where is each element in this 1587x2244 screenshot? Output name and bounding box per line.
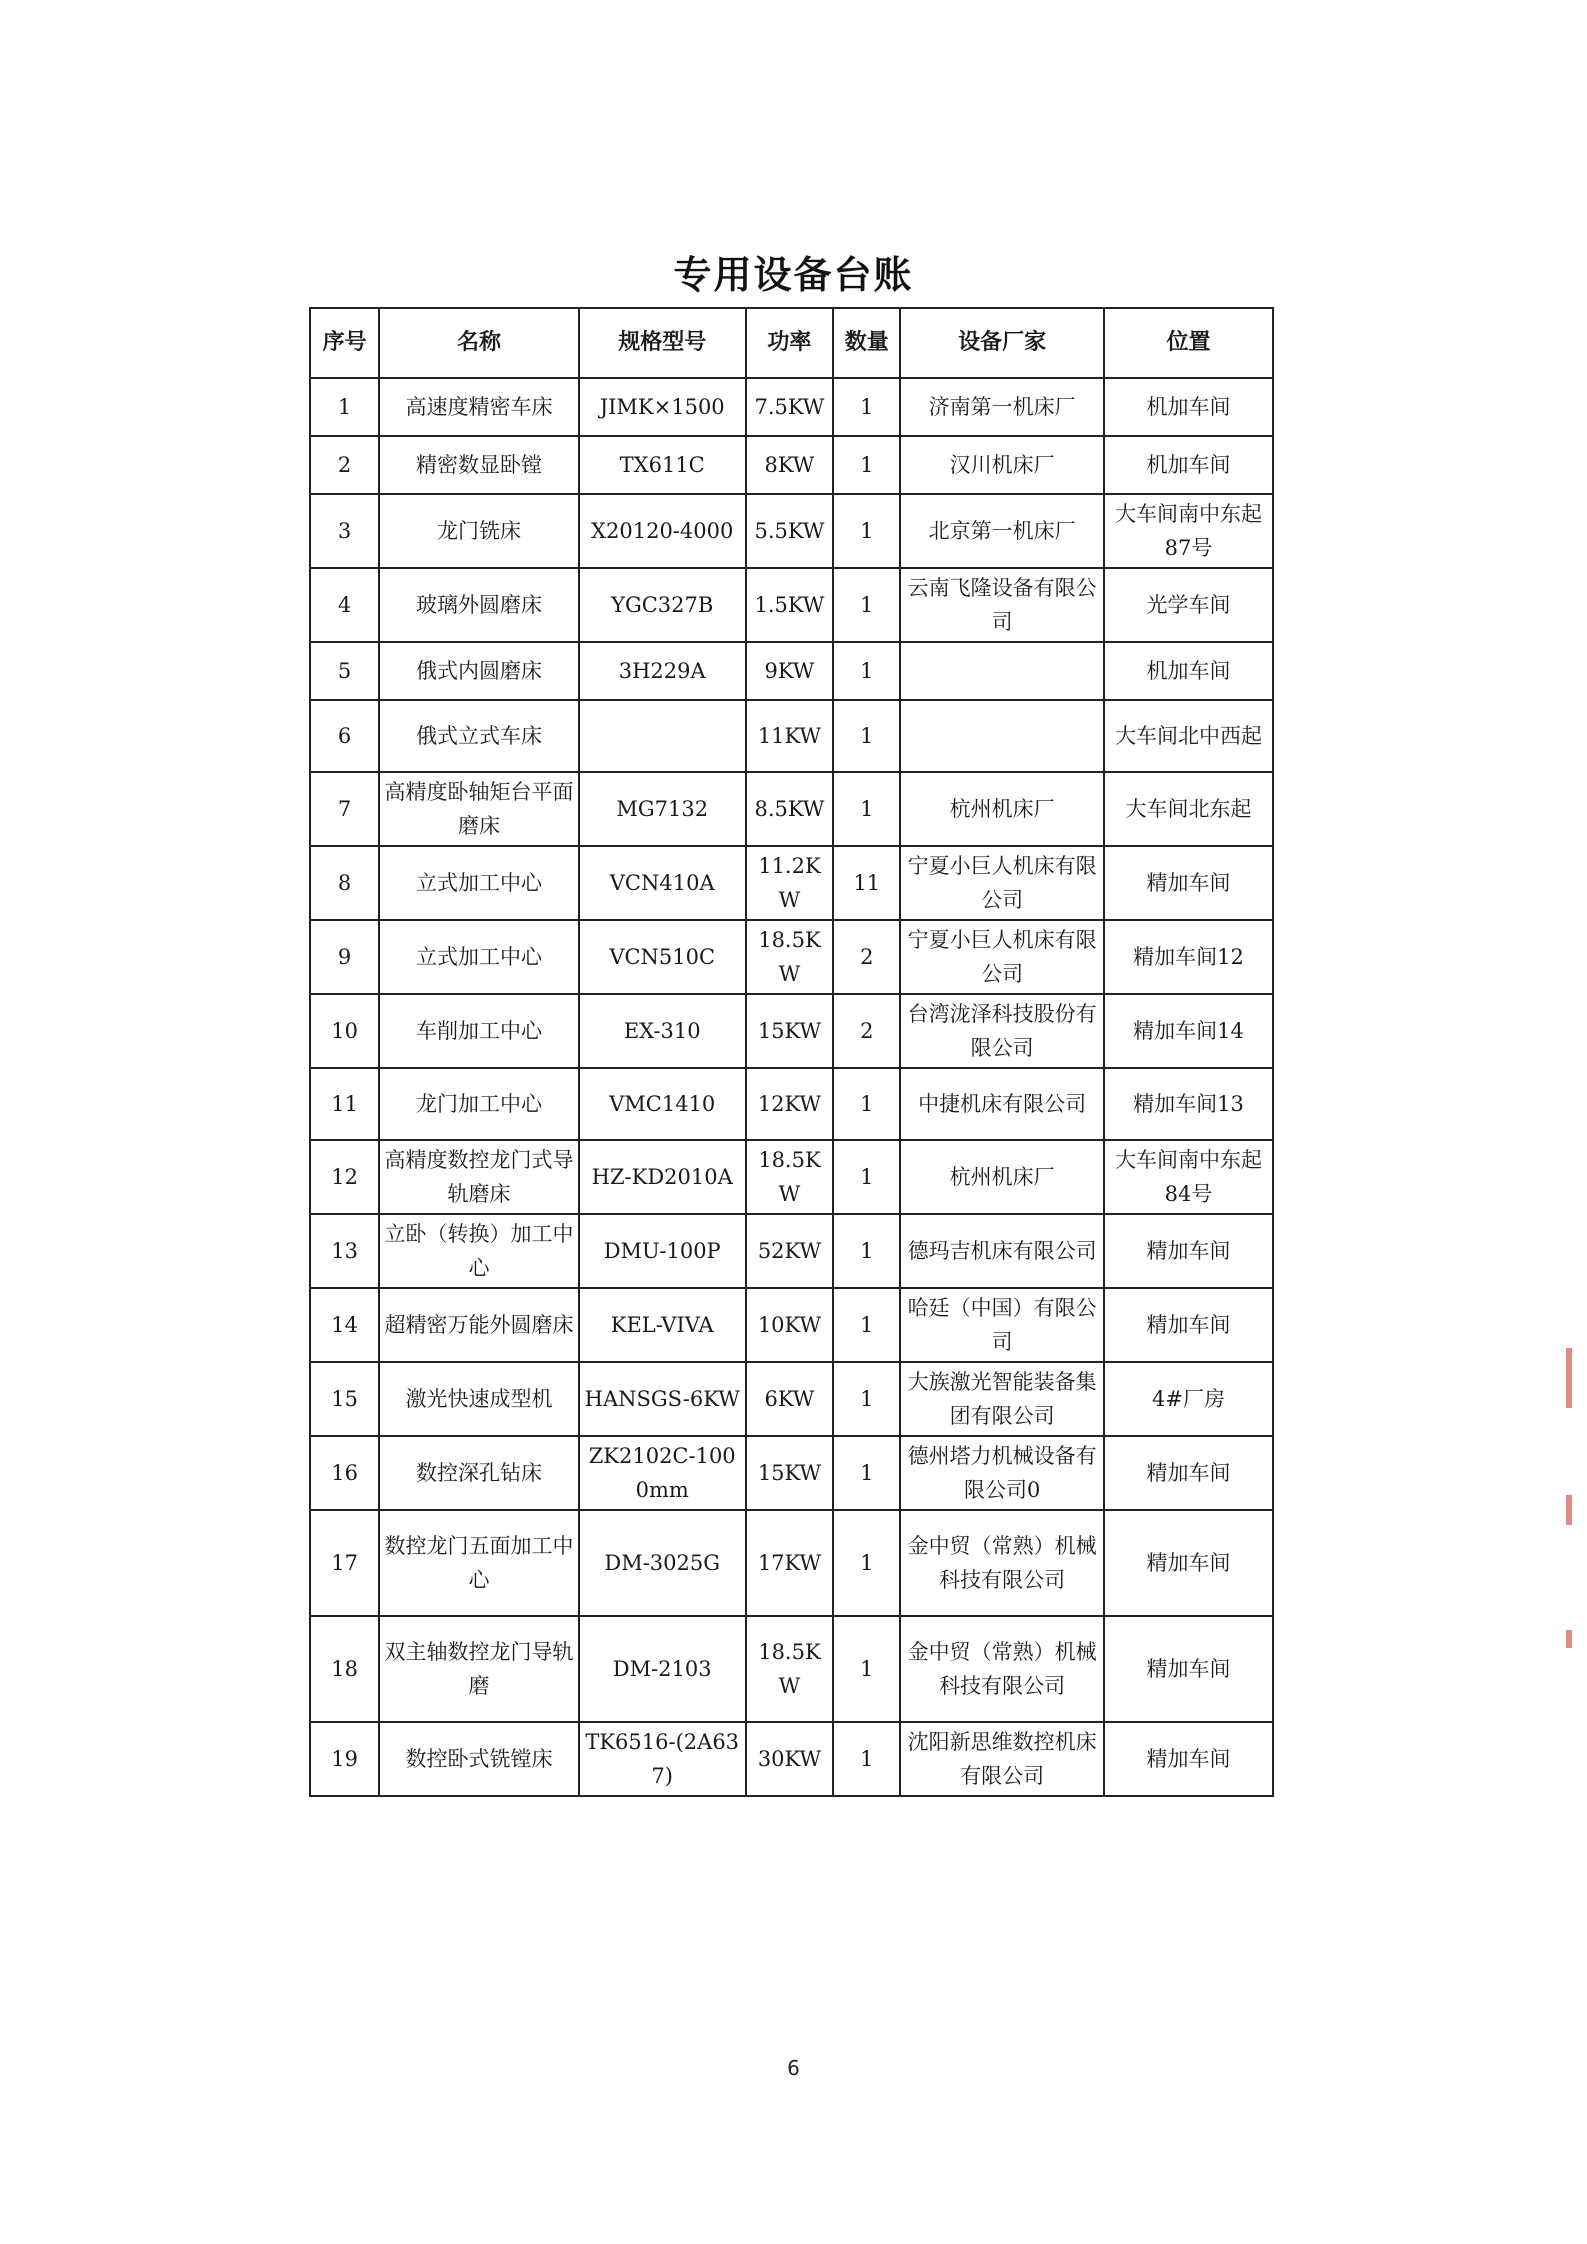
cell-index: 10 — [310, 994, 379, 1068]
table-row — [310, 1616, 1273, 1722]
cell-location: 精加车间 — [1104, 1722, 1273, 1796]
cell-name: 精密数显卧镗 — [379, 436, 579, 494]
cell-index: 6 — [310, 700, 379, 772]
cell-name: 数控深孔钻床 — [379, 1436, 579, 1510]
cell-quantity: 1 — [833, 1722, 900, 1796]
page-title: 专用设备台账 — [673, 253, 914, 297]
cell-power: 18.5KW — [746, 1616, 834, 1722]
edge-stamp-mark — [1566, 1495, 1572, 1525]
cell-manufacturer: 大族激光智能装备集团有限公司 — [900, 1362, 1104, 1436]
cell-index: 16 — [310, 1436, 379, 1510]
cell-quantity: 1 — [833, 1214, 900, 1288]
cell-manufacturer: 济南第一机床厂 — [900, 378, 1104, 436]
table-row — [310, 1140, 1273, 1214]
cell-location: 大车间南中东起87号 — [1104, 494, 1273, 568]
cell-location: 精加车间 — [1104, 1616, 1273, 1722]
cell-quantity: 1 — [833, 436, 900, 494]
cell-location: 4#厂房 — [1104, 1362, 1273, 1436]
cell-power: 8.5KW — [746, 772, 834, 846]
cell-name: 高精度卧轴矩台平面磨床 — [379, 772, 579, 846]
cell-model: HZ-KD2010A — [579, 1140, 746, 1214]
cell-manufacturer: 德玛吉机床有限公司 — [900, 1214, 1104, 1288]
cell-quantity: 1 — [833, 1436, 900, 1510]
cell-quantity: 1 — [833, 1362, 900, 1436]
cell-model: X20120-4000 — [579, 494, 746, 568]
cell-name: 高精度数控龙门式导轨磨床 — [379, 1140, 579, 1214]
cell-index: 11 — [310, 1068, 379, 1140]
cell-quantity: 1 — [833, 378, 900, 436]
cell-quantity: 1 — [833, 494, 900, 568]
edge-stamp-mark — [1566, 1630, 1572, 1648]
cell-model: EX-310 — [579, 994, 746, 1068]
header-index: 序号 — [310, 308, 379, 378]
cell-name: 高速度精密车床 — [379, 378, 579, 436]
table-row — [310, 772, 1273, 846]
cell-quantity: 1 — [833, 642, 900, 700]
cell-name: 俄式内圆磨床 — [379, 642, 579, 700]
cell-index: 4 — [310, 568, 379, 642]
cell-manufacturer: 云南飞隆设备有限公司 — [900, 568, 1104, 642]
cell-manufacturer: 金中贸（常熟）机械科技有限公司 — [900, 1616, 1104, 1722]
cell-location: 机加车间 — [1104, 378, 1273, 436]
cell-quantity: 11 — [833, 846, 900, 920]
table-row — [310, 1436, 1273, 1510]
cell-name: 数控卧式铣镗床 — [379, 1722, 579, 1796]
table-row — [310, 1510, 1273, 1616]
cell-power: 17KW — [746, 1510, 834, 1616]
cell-index: 2 — [310, 436, 379, 494]
cell-index: 17 — [310, 1510, 379, 1616]
header-location: 位置 — [1104, 308, 1273, 378]
cell-location: 精加车间 — [1104, 1436, 1273, 1510]
cell-name: 立卧（转换）加工中心 — [379, 1214, 579, 1288]
cell-power: 18.5KW — [746, 920, 834, 994]
cell-quantity: 2 — [833, 994, 900, 1068]
cell-manufacturer: 杭州机床厂 — [900, 772, 1104, 846]
cell-power: 15KW — [746, 994, 834, 1068]
header-manufacturer: 设备厂家 — [900, 308, 1104, 378]
cell-location: 精加车间14 — [1104, 994, 1273, 1068]
cell-location: 光学车间 — [1104, 568, 1273, 642]
cell-index: 18 — [310, 1616, 379, 1722]
cell-name: 玻璃外圆磨床 — [379, 568, 579, 642]
cell-model: DM-3025G — [579, 1510, 746, 1616]
table-row — [310, 994, 1273, 1068]
cell-index: 15 — [310, 1362, 379, 1436]
cell-quantity: 1 — [833, 568, 900, 642]
cell-location: 大车间南中东起84号 — [1104, 1140, 1273, 1214]
cell-location: 机加车间 — [1104, 436, 1273, 494]
cell-model: 3H229A — [579, 642, 746, 700]
cell-index: 9 — [310, 920, 379, 994]
table-row — [310, 1722, 1273, 1796]
table-row — [310, 436, 1273, 494]
cell-model: VCN410A — [579, 846, 746, 920]
cell-power: 52KW — [746, 1214, 834, 1288]
header-name: 名称 — [379, 308, 579, 378]
cell-quantity: 1 — [833, 1510, 900, 1616]
cell-manufacturer: 中捷机床有限公司 — [900, 1068, 1104, 1140]
cell-name: 激光快速成型机 — [379, 1362, 579, 1436]
cell-power: 12KW — [746, 1068, 834, 1140]
cell-model — [579, 700, 746, 772]
table-row — [310, 700, 1273, 772]
cell-power: 1.5KW — [746, 568, 834, 642]
page-number: 6 — [787, 2056, 800, 2080]
table-row — [310, 494, 1273, 568]
cell-model: DM-2103 — [579, 1616, 746, 1722]
cell-manufacturer: 汉川机床厂 — [900, 436, 1104, 494]
cell-power: 5.5KW — [746, 494, 834, 568]
cell-model: TK6516-(2A637) — [579, 1722, 746, 1796]
cell-manufacturer: 台湾泷泽科技股份有限公司 — [900, 994, 1104, 1068]
cell-name: 车削加工中心 — [379, 994, 579, 1068]
cell-model: VCN510C — [579, 920, 746, 994]
cell-location: 大车间北中西起 — [1104, 700, 1273, 772]
cell-model: DMU-100P — [579, 1214, 746, 1288]
cell-location: 精加车间12 — [1104, 920, 1273, 994]
cell-quantity: 1 — [833, 700, 900, 772]
cell-location: 精加车间13 — [1104, 1068, 1273, 1140]
cell-name: 龙门铣床 — [379, 494, 579, 568]
cell-index: 7 — [310, 772, 379, 846]
cell-power: 18.5KW — [746, 1140, 834, 1214]
cell-quantity: 2 — [833, 920, 900, 994]
table-row — [310, 846, 1273, 920]
cell-model: KEL-VIVA — [579, 1288, 746, 1362]
cell-manufacturer: 沈阳新思维数控机床有限公司 — [900, 1722, 1104, 1796]
cell-index: 14 — [310, 1288, 379, 1362]
table-row — [310, 1362, 1273, 1436]
header-model: 规格型号 — [579, 308, 746, 378]
header-row — [310, 308, 1273, 378]
cell-quantity: 1 — [833, 1616, 900, 1722]
cell-name: 超精密万能外圆磨床 — [379, 1288, 579, 1362]
cell-name: 双主轴数控龙门导轨磨 — [379, 1616, 579, 1722]
cell-name: 俄式立式车床 — [379, 700, 579, 772]
table-row — [310, 378, 1273, 436]
cell-location: 机加车间 — [1104, 642, 1273, 700]
cell-index: 1 — [310, 378, 379, 436]
cell-name: 立式加工中心 — [379, 920, 579, 994]
cell-index: 13 — [310, 1214, 379, 1288]
cell-manufacturer: 宁夏小巨人机床有限公司 — [900, 920, 1104, 994]
cell-power: 8KW — [746, 436, 834, 494]
cell-model: JIMK×1500 — [579, 378, 746, 436]
cell-location: 精加车间 — [1104, 1510, 1273, 1616]
cell-location: 精加车间 — [1104, 1214, 1273, 1288]
cell-manufacturer: 金中贸（常熟）机械科技有限公司 — [900, 1510, 1104, 1616]
cell-location: 精加车间 — [1104, 1288, 1273, 1362]
cell-model: TX611C — [579, 436, 746, 494]
cell-name: 数控龙门五面加工中心 — [379, 1510, 579, 1616]
cell-model: MG7132 — [579, 772, 746, 846]
cell-power: 11.2KW — [746, 846, 834, 920]
cell-name: 龙门加工中心 — [379, 1068, 579, 1140]
cell-index: 19 — [310, 1722, 379, 1796]
cell-index: 12 — [310, 1140, 379, 1214]
cell-index: 8 — [310, 846, 379, 920]
cell-quantity: 1 — [833, 1140, 900, 1214]
header-power: 功率 — [746, 308, 834, 378]
cell-manufacturer: 德州塔力机械设备有限公司0 — [900, 1436, 1104, 1510]
cell-manufacturer — [900, 642, 1104, 700]
cell-manufacturer: 宁夏小巨人机床有限公司 — [900, 846, 1104, 920]
cell-power: 6KW — [746, 1362, 834, 1436]
header-quantity: 数量 — [833, 308, 900, 378]
cell-index: 3 — [310, 494, 379, 568]
cell-manufacturer: 杭州机床厂 — [900, 1140, 1104, 1214]
edge-stamp-mark — [1566, 1348, 1572, 1408]
cell-power: 11KW — [746, 700, 834, 772]
cell-index: 5 — [310, 642, 379, 700]
table-row — [310, 568, 1273, 642]
table-row — [310, 1068, 1273, 1140]
cell-model: YGC327B — [579, 568, 746, 642]
cell-quantity: 1 — [833, 1288, 900, 1362]
cell-manufacturer: 北京第一机床厂 — [900, 494, 1104, 568]
cell-location: 大车间北东起 — [1104, 772, 1273, 846]
table-header — [310, 308, 1273, 378]
cell-power: 7.5KW — [746, 378, 834, 436]
cell-quantity: 1 — [833, 1068, 900, 1140]
cell-power: 30KW — [746, 1722, 834, 1796]
cell-quantity: 1 — [833, 772, 900, 846]
cell-name: 立式加工中心 — [379, 846, 579, 920]
cell-model: HANSGS-6KW — [579, 1362, 746, 1436]
cell-power: 15KW — [746, 1436, 834, 1510]
cell-power: 10KW — [746, 1288, 834, 1362]
cell-model: ZK2102C-1000mm — [579, 1436, 746, 1510]
table-row — [310, 642, 1273, 700]
table-row — [310, 920, 1273, 994]
table-row — [310, 1214, 1273, 1288]
cell-manufacturer: 哈廷（中国）有限公司 — [900, 1288, 1104, 1362]
cell-location: 精加车间 — [1104, 846, 1273, 920]
table-row — [310, 1288, 1273, 1362]
cell-manufacturer — [900, 700, 1104, 772]
equipment-ledger-table — [309, 307, 1274, 1797]
cell-power: 9KW — [746, 642, 834, 700]
cell-model: VMC1410 — [579, 1068, 746, 1140]
table-body — [310, 378, 1273, 1796]
